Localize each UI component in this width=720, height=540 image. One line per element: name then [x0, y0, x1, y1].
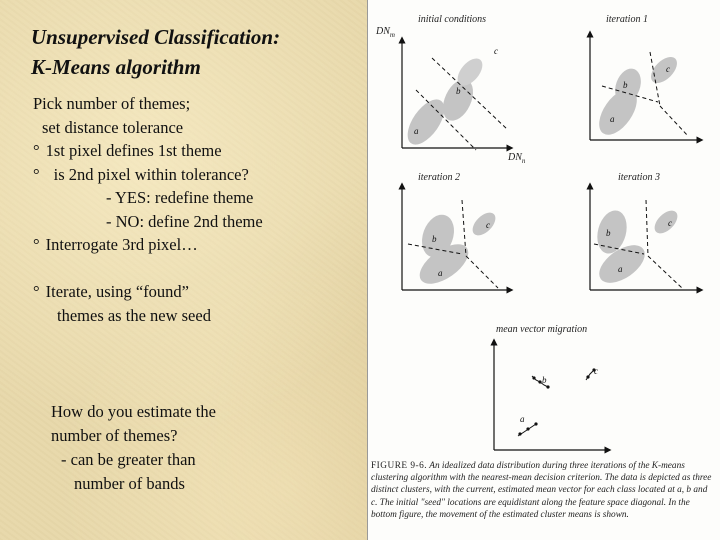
question-line: number of themes? — [51, 426, 178, 445]
step-text: Interrogate 3rd pixel… — [45, 235, 198, 254]
step-item — [33, 163, 263, 187]
step-item — [33, 280, 263, 304]
bullet-icon: ° — [33, 141, 40, 160]
step-item — [33, 233, 263, 257]
label-a: a — [438, 268, 443, 278]
mean-a-marker — [534, 422, 537, 425]
label-c: c — [668, 218, 672, 228]
step-text: themes as the new seed — [57, 305, 211, 325]
step-item — [33, 210, 263, 234]
kmeans-figure — [367, 0, 720, 540]
label-c: c — [594, 366, 598, 376]
label-iteration-3: iteration 3 — [618, 172, 660, 183]
label-a: a — [520, 414, 525, 424]
x-axis-label: $DN_n$ — [508, 152, 526, 165]
caption-text: An idealized data distribution during three iterations of the K-means clustering algorithm with the nearest-mean decision criterion. The data is depicted as three distinct clusters, with the current, estimated mean vector for each class located at a, b and c. The initial "seed" locations are equidistant along the feature space diagonal. In the bottom figure, the movement of the estimated cluster means is shown. — [371, 461, 712, 520]
mean-a-marker — [526, 427, 529, 430]
step-item — [33, 139, 263, 163]
cluster-c — [646, 52, 681, 87]
mean-a-marker — [518, 432, 521, 435]
step-item — [33, 116, 263, 140]
question-line: How do you estimate the — [51, 402, 216, 421]
label-b: b — [456, 86, 461, 96]
step-text: Iterate, using “found” — [45, 282, 190, 301]
question-line: - can be greater than — [61, 450, 196, 469]
step-text: set distance tolerance — [42, 117, 184, 137]
panel-iteration-2 — [402, 172, 510, 292]
label-a: a — [618, 264, 623, 274]
mean-b-marker — [532, 376, 535, 379]
boundary-line — [646, 200, 648, 256]
step-item — [33, 186, 263, 210]
step-text: 1st pixel defines 1st theme — [45, 141, 222, 160]
boundary-line — [466, 256, 498, 288]
panel-iteration-3 — [590, 172, 700, 290]
label-initial: initial conditions — [418, 14, 487, 25]
step-text: - YES: redefine theme — [106, 188, 254, 207]
panel-initial — [375, 14, 526, 165]
label-b: b — [432, 234, 437, 244]
label-c: c — [486, 220, 490, 230]
label-c: c — [494, 46, 498, 56]
cluster-c — [650, 206, 681, 237]
caption-prefix: FIGURE 9-6. — [371, 461, 428, 471]
step-text: Pick number of themes; — [33, 94, 191, 113]
step-text: is 2nd pixel within tolerance? — [53, 164, 249, 184]
figure-caption — [371, 460, 713, 521]
bullet-icon: ° — [33, 282, 40, 301]
y-axis-label: $DN_m$ — [376, 26, 395, 39]
boundary-line — [648, 256, 682, 288]
label-b: b — [606, 228, 611, 238]
title-line-2: K-Means algorithm — [31, 55, 201, 79]
figure-plots — [368, 0, 720, 460]
label-iteration-2: iteration 2 — [418, 172, 460, 183]
boundary-line — [660, 106, 688, 136]
steps-list — [33, 92, 263, 327]
spacer — [33, 257, 263, 281]
question-line: number of bands — [74, 474, 185, 493]
slide-title — [31, 22, 280, 82]
cluster-c — [468, 208, 499, 239]
label-iteration-1: iteration 1 — [606, 14, 648, 25]
migration-path-c — [586, 370, 594, 380]
label-b: b — [542, 375, 547, 385]
label-b: b — [623, 80, 628, 90]
panel-mean-migration — [494, 324, 608, 450]
bullet-icon: ° — [33, 164, 40, 184]
label-c: c — [666, 64, 670, 74]
step-item — [33, 92, 263, 116]
label-a: a — [610, 114, 615, 124]
question-block — [51, 400, 216, 496]
step-text: - NO: define 2nd theme — [106, 211, 263, 231]
title-line-1: Unsupervised Classification: — [31, 25, 281, 49]
step-item — [33, 304, 263, 328]
label-a: a — [414, 126, 419, 136]
label-migration: mean vector migration — [496, 324, 588, 335]
bullet-icon: ° — [33, 235, 40, 254]
mean-b-marker — [546, 385, 549, 388]
mean-c-marker — [586, 375, 589, 378]
panel-iteration-1 — [590, 14, 700, 141]
